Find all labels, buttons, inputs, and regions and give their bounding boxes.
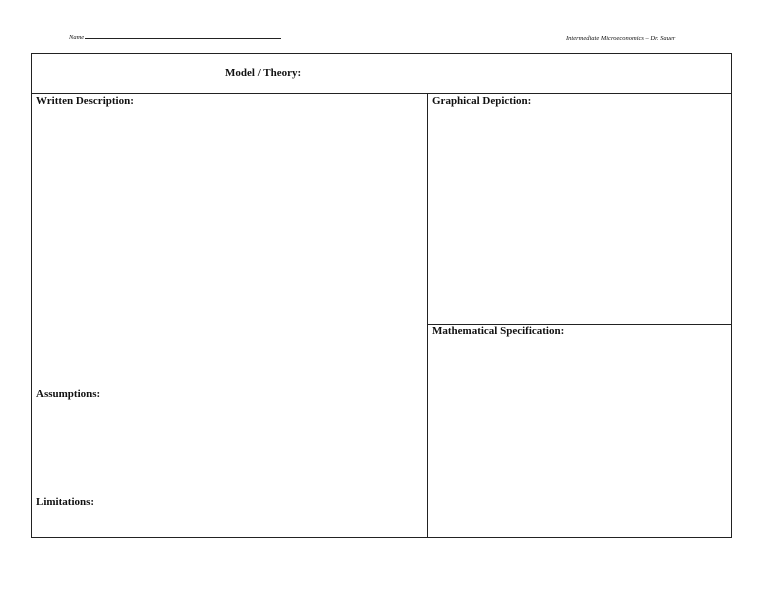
graphical-depiction-label: Graphical Depiction: <box>432 95 532 107</box>
name-label: Name <box>69 34 85 41</box>
written-description-box[interactable] <box>32 94 428 537</box>
name-underline <box>85 34 281 39</box>
written-description-label: Written Description: <box>36 95 134 107</box>
assumptions-label: Assumptions: <box>36 388 101 400</box>
mathematical-specification-label: Mathematical Specification: <box>432 325 565 337</box>
course-header: Intermediate Microeconomics – Dr. Sauer <box>566 35 676 42</box>
graphical-depiction-box[interactable] <box>428 94 731 325</box>
worksheet-table <box>31 53 732 538</box>
limitations-label: Limitations: <box>36 496 95 508</box>
title-row <box>32 54 731 94</box>
name-field[interactable] <box>69 34 281 41</box>
model-theory-label: Model / Theory: <box>225 67 302 79</box>
mathematical-specification-box[interactable] <box>428 325 731 537</box>
